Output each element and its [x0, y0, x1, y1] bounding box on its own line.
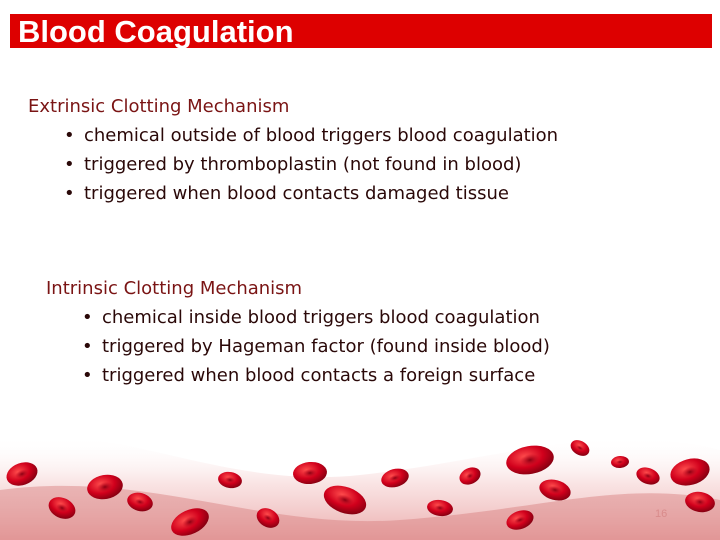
slide-title: Blood Coagulation	[18, 14, 294, 49]
bullet-item: • triggered by Hageman factor (found inside blood)	[82, 332, 550, 361]
intrinsic-bullet-list	[82, 303, 550, 390]
extrinsic-bullet-list	[64, 121, 558, 208]
page-number: 16	[655, 508, 668, 520]
extrinsic-heading: Extrinsic Clotting Mechanism	[28, 96, 290, 117]
bullet-item: • chemical outside of blood triggers blood coagulation	[64, 121, 558, 150]
intrinsic-section	[46, 274, 550, 390]
blood-cells-illustration	[0, 380, 720, 540]
bullet-item: • triggered when blood contacts a foreign surface	[82, 361, 550, 390]
bullet-item: • triggered by thromboplastin (not found in blood)	[64, 150, 558, 179]
bullet-item: • chemical inside blood triggers blood coagulation	[82, 303, 550, 332]
extrinsic-section	[28, 92, 558, 208]
intrinsic-heading: Intrinsic Clotting Mechanism	[46, 278, 303, 299]
bullet-item: • triggered when blood contacts damaged tissue	[64, 179, 558, 208]
